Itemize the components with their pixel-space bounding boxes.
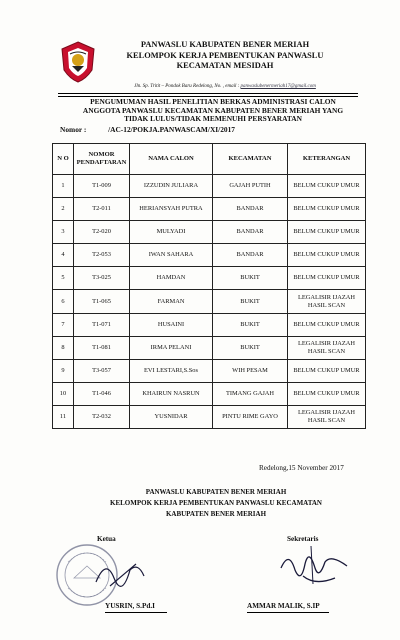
table-row [53,267,366,290]
cell-nomor: T3-057 [74,359,130,382]
table-row [53,198,366,221]
cell-keterangan: BELUM CUKUP UMUR [288,244,366,267]
footer-line-2: KELOMPOK KERJA PEMBENTUKAN PANWASLU KECAMATAN [110,499,322,507]
cell-nama: KHAIRUN NASRUN [130,382,213,405]
address-text: Jln. Sp. Tritit – Pondok Baru Redelong, No. , email : [134,84,240,89]
cell-nomor: T2-053 [74,244,130,267]
cell-nama: IWAN SAHARA [130,244,213,267]
cell-kecamatan: BUKIT [213,313,288,336]
ketua-title: Ketua [97,535,116,543]
cell-kecamatan: WIH PESAM [213,359,288,382]
table-row [53,359,366,382]
cell-no: 11 [53,405,74,428]
cell-keterangan: BELUM CUKUP UMUR [288,175,366,198]
cell-no: 8 [53,336,74,359]
cell-no: 3 [53,221,74,244]
header-keterangan: KETERANGAN [288,144,366,175]
cell-nomor: T2-020 [74,221,130,244]
address-email: panwaslubenermeriah17@gmail.com [240,84,316,89]
table-row [53,175,366,198]
cell-nomor: T1-046 [74,382,130,405]
cell-keterangan: BELUM CUKUP UMUR [288,221,366,244]
table-row [53,221,366,244]
cell-kecamatan: PINTU RIME GAYO [213,405,288,428]
letterhead-rule-thick [58,93,358,94]
cell-kecamatan: GAJAH PUTIH [213,175,288,198]
sekretaris-name-underline [247,612,329,613]
cell-no: 5 [53,267,74,290]
cell-nama: HUSAINI [130,313,213,336]
letterhead-address [100,84,350,90]
cell-nomor: T2-032 [74,405,130,428]
announcement-line-2: ANGGOTA PANWASLU KECAMATAN KABUPATEN BENER MERIAH YANG [82,105,344,115]
sekretaris-signature [275,540,355,590]
table-row [53,290,366,313]
announcement-title [68,98,358,124]
results-table [52,143,366,429]
cell-kecamatan: BANDAR [213,198,288,221]
header-nama-calon: NAMA CALON [130,144,213,175]
cell-keterangan: BELUM CUKUP UMUR [288,359,366,382]
cell-nama: MULYADI [130,221,213,244]
cell-keterangan: LEGALISIR IJAZAH HASIL SCAN [288,290,366,313]
cell-keterangan: BELUM CUKUP UMUR [288,198,366,221]
cell-kecamatan: BUKIT [213,336,288,359]
cell-nomor: T1-065 [74,290,130,313]
cell-kecamatan: TIMANG GAJAH [213,382,288,405]
cell-nama: HAMDAN [130,267,213,290]
table-row [53,405,366,428]
cell-no: 9 [53,359,74,382]
cell-keterangan: LEGALISIR IJAZAH HASIL SCAN [288,405,366,428]
cell-no: 10 [53,382,74,405]
sekretaris-name: AMMAR MALIK, S.IP [247,602,320,610]
cell-nomor: T3-025 [74,267,130,290]
cell-no: 6 [53,290,74,313]
ketua-signature [92,552,152,592]
cell-nama: EVI LESTARI,S.Sos [130,359,213,382]
announcement-line-3: TIDAK LULUS/TIDAK MEMENUHI PERSYARATAN [124,114,302,124]
header-nomor-pendaftaran: NOMOR PENDAFTARAN [74,144,130,175]
table-row [53,336,366,359]
cell-kecamatan: BANDAR [213,221,288,244]
cell-nama: YUSNIDAR [130,405,213,428]
announcement-line-1: PENGUMUMAN HASIL PENELITIAN BERKAS ADMINISTRASI CALON [90,97,336,106]
ketua-name-underline [105,612,167,613]
cell-kecamatan: BANDAR [213,244,288,267]
table-body [53,175,366,429]
cell-keterangan: BELUM CUKUP UMUR [288,382,366,405]
footer-line-3: KABUPATEN BENER MERIAH [165,510,267,518]
letterhead [100,40,350,72]
nomor-label: Nomor : [60,125,87,134]
cell-no: 2 [53,198,74,221]
sekretaris-title: Sekretaris [287,535,319,543]
cell-keterangan: BELUM CUKUP UMUR [288,313,366,336]
document-number [60,125,235,134]
cell-nomor: T1-071 [74,313,130,336]
cell-no: 7 [53,313,74,336]
table-header-row [53,144,366,175]
cell-nama: HERIANSYAH PUTRA [130,198,213,221]
footer-line-1: PANWASLU KABUPATEN BENER MERIAH [145,488,287,496]
cell-nomor: T1-081 [74,336,130,359]
cell-keterangan: LEGALISIR IJAZAH HASIL SCAN [288,336,366,359]
cell-kecamatan: BUKIT [213,290,288,313]
cell-nomor: T1-009 [74,175,130,198]
table-row [53,244,366,267]
cell-no: 4 [53,244,74,267]
header-no: N O [53,144,74,175]
cell-nama: IZZUDIN JULIARA [130,175,213,198]
letterhead-line-3: KECAMATAN MESIDAH [176,61,274,71]
header-kecamatan: KECAMATAN [213,144,288,175]
table-row [53,382,366,405]
cell-nama: FARMAN [130,290,213,313]
cell-nomor: T2-011 [74,198,130,221]
nomor-value: /AC-12/POKJA.PANWASCAM/XI/2017 [108,125,235,134]
cell-no: 1 [53,175,74,198]
cell-nama: IRMA PELANI [130,336,213,359]
panwaslu-logo [58,40,98,84]
ketua-name: YUSRIN, S.Pd.I [105,602,155,610]
footer-institution [86,487,346,520]
cell-kecamatan: BUKIT [213,267,288,290]
document-date: Redelong,15 November 2017 [259,464,344,472]
letterhead-line-2: KELOMPOK KERJA PEMBENTUKAN PANWASLU [126,50,324,60]
letterhead-line-1: PANWASLU KABUPATEN BENER MERIAH [140,40,310,49]
cell-keterangan: BELUM CUKUP UMUR [288,267,366,290]
table-row [53,313,366,336]
